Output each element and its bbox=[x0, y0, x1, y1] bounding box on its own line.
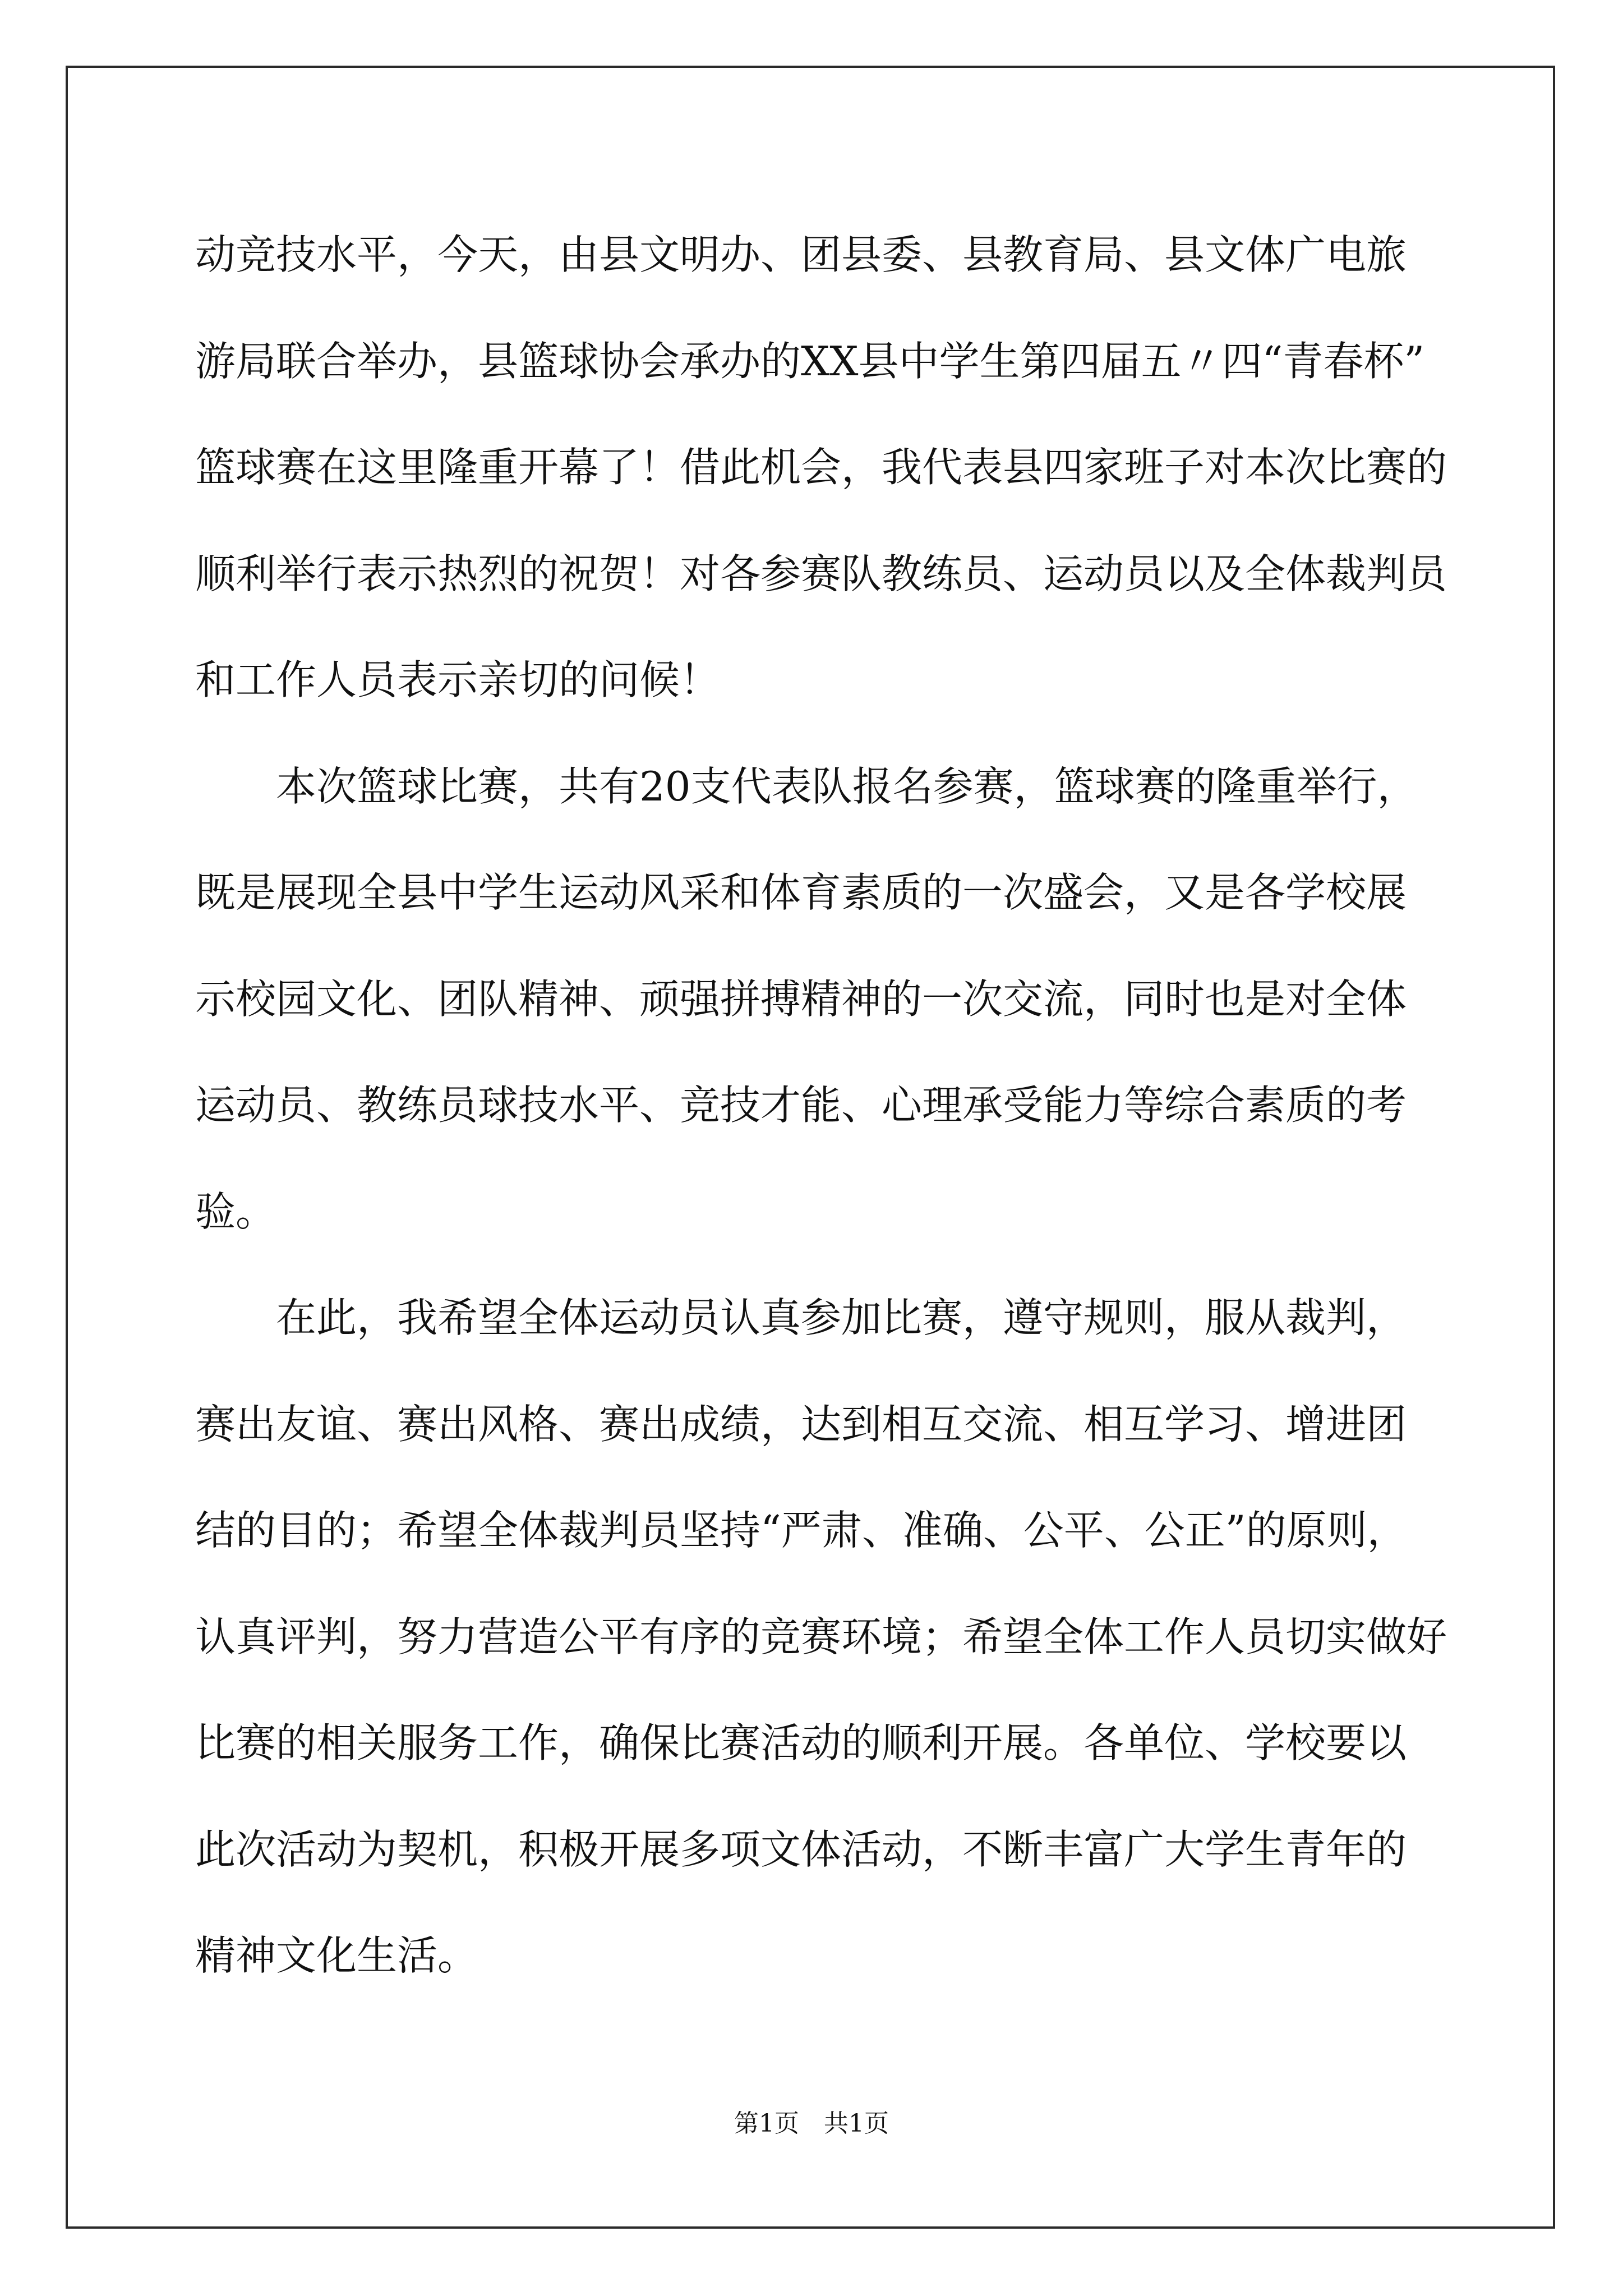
text-line: 精神文化生活。 bbox=[195, 1932, 478, 1979]
text-line: 赛出友谊、赛出风格、赛出成绩，达到相互交流、相互学习、增进团 bbox=[195, 1400, 1407, 1448]
text-line: 示校园文化、团队精神、顽强拼搏精神的一次交流，同时也是对全体 bbox=[195, 975, 1407, 1023]
page-footer bbox=[0, 2107, 1623, 2141]
text-line: 此次活动为契机，积极开展多项文体活动，不断丰富广大学生青年的 bbox=[195, 1825, 1407, 1873]
text-line: 游局联合举办，县篮球协会承办的XX县中学生第四届五〃四“青春杯” bbox=[195, 337, 1425, 385]
text-line: 结的目的；希望全体裁判员坚持“严肃、准确、公平、公正”的原则， bbox=[195, 1507, 1408, 1554]
text-line: 运动员、教练员球技水平、竞技才能、心理承受能力等综合素质的考 bbox=[195, 1082, 1407, 1129]
text-line: 验。 bbox=[195, 1188, 276, 1235]
text-line: 本次篮球比赛，共有20支代表队报名参赛，篮球赛的隆重举行， bbox=[276, 762, 1418, 810]
text-line: 比赛的相关服务工作，确保比赛活动的顺利开展。各单位、学校要以 bbox=[195, 1719, 1407, 1766]
text-line: 认真评判，努力营造公平有序的竞赛环境；希望全体工作人员切实做好 bbox=[195, 1613, 1447, 1660]
document-body bbox=[195, 202, 1451, 2009]
text-line: 在此，我希望全体运动员认真参加比赛，遵守规则，服从裁判， bbox=[276, 1294, 1407, 1341]
text-line: 和工作人员表示亲切的问候！ bbox=[195, 656, 721, 703]
text-line: 篮球赛在这里隆重开幕了！借此机会，我代表县四家班子对本次比赛的 bbox=[195, 444, 1447, 491]
text-line: 动竞技水平，今天，由县文明办、团县委、县教育局、县文体广电旅 bbox=[195, 231, 1407, 278]
page-number-label: 第1页 共1页 bbox=[734, 2109, 889, 2138]
text-line: 顺利举行表示热烈的祝贺！对各参赛队教练员、运动员以及全体裁判员 bbox=[195, 550, 1447, 597]
text-line: 既是展现全县中学生运动风采和体育素质的一次盛会，又是各学校展 bbox=[195, 869, 1407, 916]
